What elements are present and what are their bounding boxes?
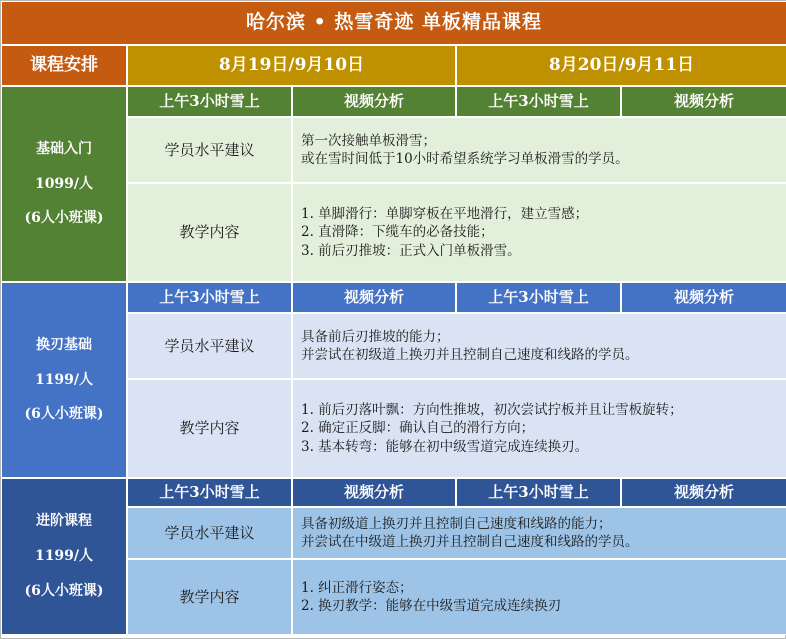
- level-advice-label: 学员水平建议: [127, 507, 292, 559]
- text-line: 2. 换刃教学：能够在中级雪道完成连续换刃: [301, 598, 562, 614]
- text-line: 并尝试在初级道上换刃并且控制自己速度和线路的学员。: [301, 347, 639, 363]
- session-header: 上午3小时雪上: [456, 86, 621, 117]
- level-class-size: (6人小班课): [24, 210, 104, 227]
- level-advice-label: 学员水平建议: [127, 117, 292, 183]
- text-line: 1. 纠正滑行姿态；: [301, 579, 413, 596]
- level-basic-cell: [1, 86, 127, 282]
- level-advice-text: [292, 507, 786, 559]
- level-advice-label: 学员水平建议: [127, 313, 292, 379]
- text-line: 2. 确定正反脚：确认自己的滑行方向；: [301, 420, 535, 437]
- text-line: 并尝试在中级道上换刃并且控制自己速度和线路的学员。: [301, 534, 639, 550]
- text-line: 3. 基本转弯：能够在初中级雪道完成连续换刃。: [301, 438, 589, 455]
- text-line: 1. 单脚滑行：单脚穿板在平地滑行，建立雪感；: [301, 206, 589, 223]
- level-name: 基础入门: [36, 140, 92, 157]
- level-edge-cell: [1, 282, 127, 478]
- level-advice-text: [292, 313, 786, 379]
- session-header: 上午3小时雪上: [127, 478, 292, 507]
- level-price: 1199/人: [34, 371, 94, 388]
- text-line: 3. 前后刃推坡：正式入门单板滑雪。: [301, 242, 521, 259]
- session-header: 视频分析: [292, 282, 456, 313]
- session-header: 上午3小时雪上: [456, 478, 621, 507]
- schedule-date-2: 8月20日/9月11日: [456, 45, 786, 86]
- level-name: 进阶课程: [36, 513, 92, 530]
- level-advanced-cell: [1, 478, 127, 635]
- schedule-date-1: 8月19日/9月10日: [127, 45, 456, 86]
- content-label: 教学内容: [127, 183, 292, 282]
- content-label: 教学内容: [127, 379, 292, 478]
- text-line: 具备初级道上换刃并且控制自己速度和线路的能力；: [301, 515, 612, 532]
- session-header: 上午3小时雪上: [127, 282, 292, 313]
- level-class-size: (6人小班课): [24, 406, 104, 423]
- level-price: 1099/人: [34, 175, 94, 192]
- content-text: [292, 379, 786, 478]
- text-line: 具备前后刃推坡的能力；: [301, 328, 450, 345]
- session-header: 视频分析: [621, 282, 786, 313]
- text-line: 第一次接触单板滑雪；: [301, 132, 436, 149]
- page-title: 哈尔滨 • 热雪奇迹 单板精品课程: [1, 1, 786, 45]
- text-line: 2. 直滑降：下缆车的必备技能；: [301, 224, 494, 241]
- level-name: 换刃基础: [36, 336, 92, 353]
- session-header: 上午3小时雪上: [456, 282, 621, 313]
- level-class-size: (6人小班课): [24, 582, 104, 599]
- schedule-label: 课程安排: [1, 45, 127, 86]
- content-text: [292, 559, 786, 635]
- content-label: 教学内容: [127, 559, 292, 635]
- session-header: 视频分析: [621, 478, 786, 507]
- level-price: 1199/人: [34, 548, 94, 565]
- content-text: [292, 183, 786, 282]
- session-header: 上午3小时雪上: [127, 86, 292, 117]
- text-line: 或在雪时间低于10小时希望系统学习单板滑雪的学员。: [301, 151, 629, 167]
- text-line: 1. 前后刃落叶飘：方向性推坡，初次尝试拧板并且让雪板旋转；: [301, 402, 683, 419]
- session-header: 视频分析: [621, 86, 786, 117]
- session-header: 视频分析: [292, 478, 456, 507]
- level-advice-text: [292, 117, 786, 183]
- session-header: 视频分析: [292, 86, 456, 117]
